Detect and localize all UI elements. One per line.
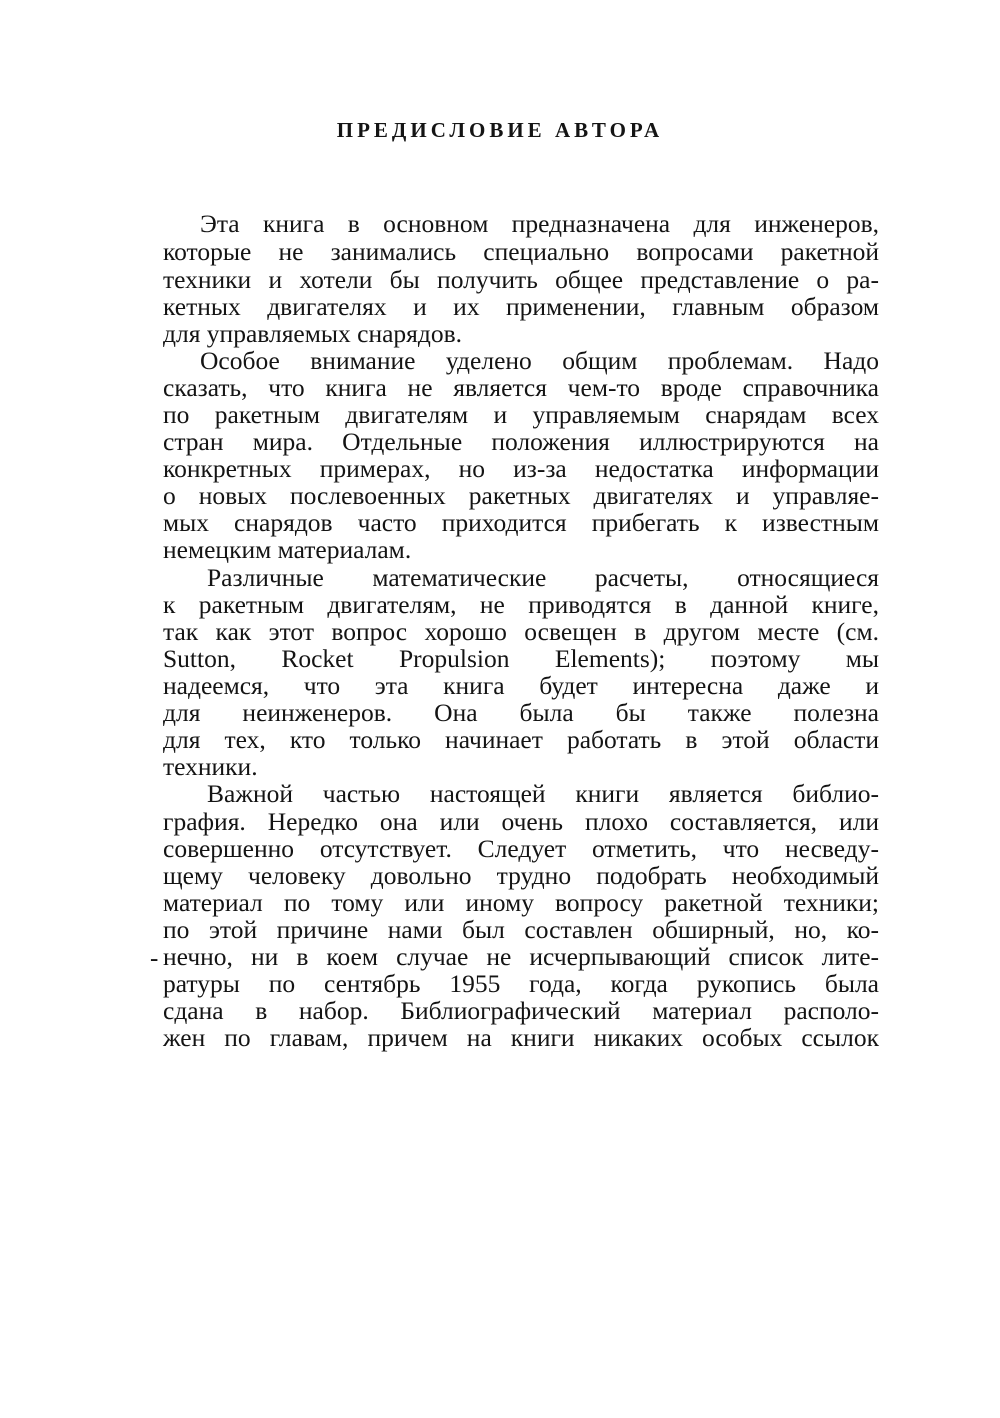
text-line: жен по главам, причем на книги никаких особых ссылок [163,1023,879,1052]
text-line: так как этот вопрос хорошо освещен в другом месте (см. [163,617,879,646]
text-line: надеемся, что эта книга будет интересна даже и [163,671,879,700]
text-line: немецким материалам. [163,535,412,564]
text-line: щему человеку довольно трудно подобрать необходимый [163,861,879,890]
text-line: нечно, ни в коем случае не исчерпывающий список лите- [163,942,879,971]
text-line: стран мира. Отдельные положения иллюстрируются на [163,427,879,456]
text-line: Особое внимание уделено общим проблемам. Надо [200,346,879,375]
text-line: для управляемых снарядов. [163,319,463,348]
text-line: Различные математические расчеты, относящиеся [207,563,879,592]
text-line: к ракетным двигателям, не приводятся в данной книге, [163,590,879,619]
page-heading: ПРЕДИСЛОВИЕ АВТОРА [336,118,664,142]
text-line: о новых послевоенных ракетных двигателях и управляе- [163,481,879,510]
text-line: ратуры по сентябрь 1955 года, когда рукопись была [163,969,879,998]
text-line: материал по тому или иному вопросу ракетной техники; [163,888,879,917]
text-line: графия. Нередко она или очень плохо составляется, или [163,807,879,836]
text-line: техники и хотели бы получить общее представление о ра- [163,265,879,294]
text-line: совершенно отсутствует. Следует отметить, что несведу- [163,834,879,863]
text-line: конкретных примерах, но из-за недостатка информации [163,454,879,483]
text-line: техники. [163,752,258,781]
margin-dash-mark: - [150,945,159,972]
text-line: Важной частью настоящей книги является библио- [207,779,879,808]
text-line: по этой причине нами был составлен обширный, но, ко- [163,915,879,944]
text-line: для тех, кто только начинает работать в этой области [163,725,879,754]
text-line: по ракетным двигателям и управляемым снарядам всех [163,400,879,429]
text-line: мых снарядов часто приходится прибегать к известным [163,508,879,537]
text-line: для неинженеров. Она была бы также полезна [163,698,879,727]
text-line: которые не занимались специально вопросами ракетной [163,237,879,266]
text-line: сдана в набор. Библиографический материал располо- [163,996,879,1025]
text-line: сказать, что книга не является чем-то вроде справочника [163,373,879,402]
text-line: кетных двигателях и их применении, главным образом [163,292,879,321]
text-line: Эта книга в основном предназначена для инженеров, [200,209,879,238]
text-line: Sutton, Rocket Propulsion Elements); поэтому мы [163,644,879,673]
